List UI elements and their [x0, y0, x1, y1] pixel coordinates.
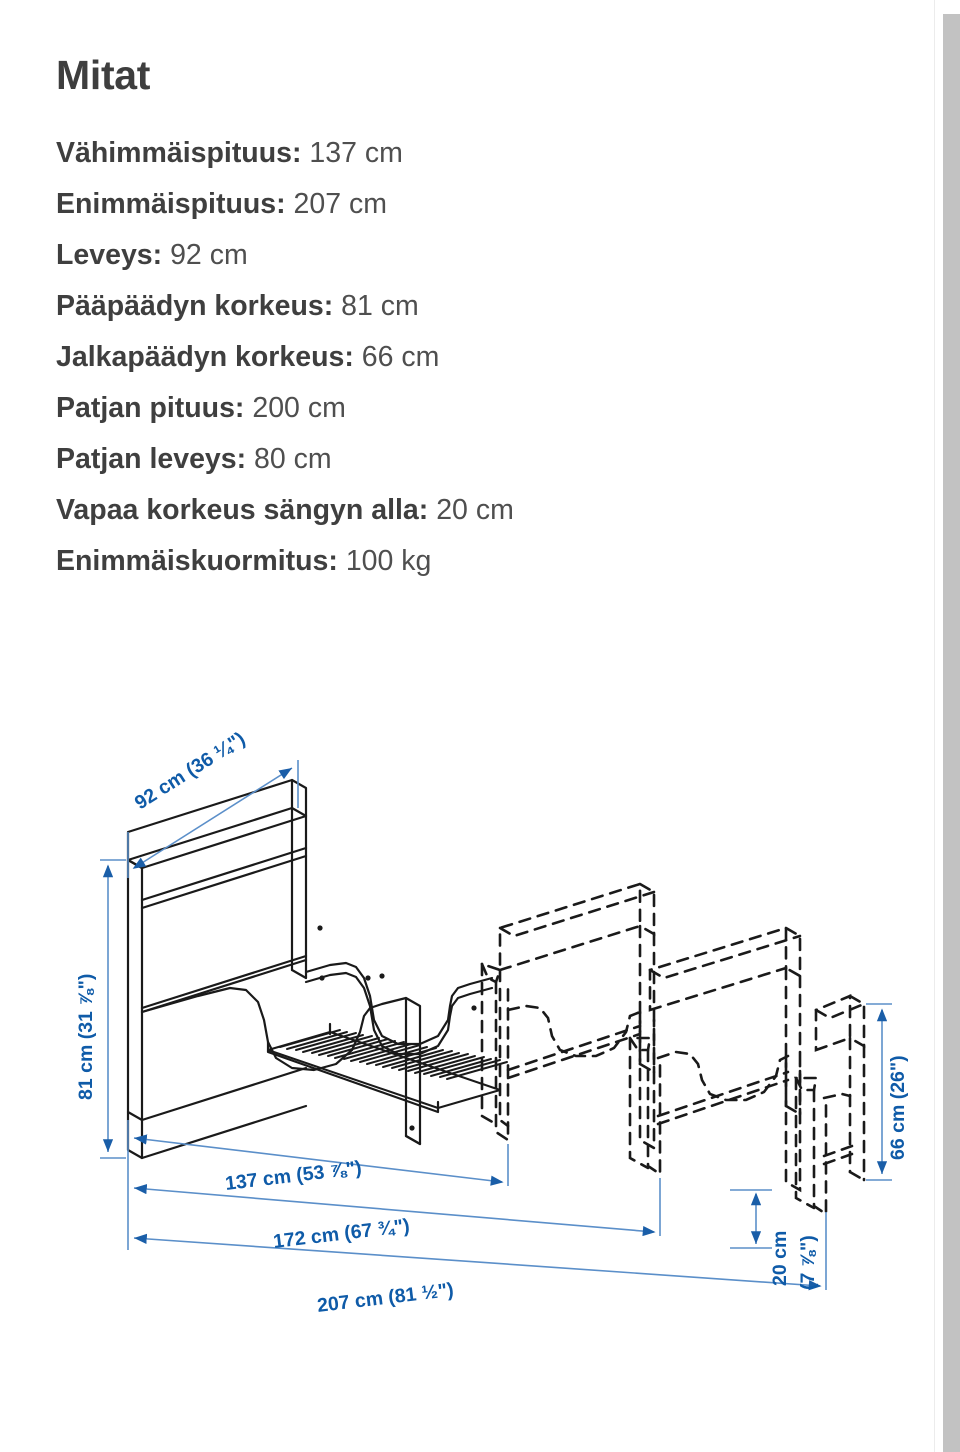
spec-label: Pääpäädyn korkeus: — [56, 290, 334, 322]
page-scrollbar-thumb[interactable] — [943, 14, 960, 1452]
bed-extension-dashed-outline — [482, 884, 864, 1214]
spec-label: Patjan leveys: — [56, 443, 247, 475]
spec-value: 80 cm — [254, 443, 332, 475]
spec-label: Leveys: — [56, 239, 163, 271]
spec-value: 200 cm — [252, 392, 346, 424]
dim-label-length-min: 137 cm (53 ⅞") — [223, 1156, 363, 1195]
spec-value: 100 kg — [345, 545, 432, 577]
spec-value: 20 cm — [436, 494, 514, 526]
dimension-spec-list — [56, 128, 846, 587]
page-scrollbar-track[interactable] — [934, 0, 960, 1452]
dim-label-length-max: 207 cm (81 ½") — [315, 1278, 455, 1317]
dim-label-clearance-in: (7 ⅞") — [797, 1235, 819, 1290]
spec-value: 81 cm — [341, 290, 419, 322]
dim-label-length-mid: 172 cm (67 ¾") — [271, 1214, 411, 1253]
spec-value: 92 cm — [170, 239, 248, 271]
spec-row — [56, 281, 846, 332]
spec-row — [56, 230, 846, 281]
spec-value: 137 cm — [309, 137, 403, 169]
spec-row — [56, 128, 846, 179]
spec-row — [56, 485, 846, 536]
spec-value: 207 cm — [293, 188, 388, 220]
page-title: Mitat — [56, 52, 151, 99]
spec-row — [56, 179, 846, 230]
spec-row — [56, 434, 846, 485]
spec-label: Patjan pituus: — [56, 392, 245, 424]
dim-label-width-top: 92 cm (36 ¼") — [130, 727, 250, 815]
spec-row — [56, 383, 846, 434]
dim-label-clearance-cm: 20 cm — [769, 1230, 791, 1286]
spec-row — [56, 332, 846, 383]
spec-label: Enimmäispituus: — [56, 188, 286, 220]
spec-label: Vapaa korkeus sängyn alla: — [56, 494, 429, 526]
spec-label: Vähimmäispituus: — [56, 137, 302, 169]
bed-dimension-diagram — [30, 720, 920, 1420]
spec-label: Jalkapäädyn korkeus: — [56, 341, 354, 373]
dim-label-height-head: 81 cm (31 ⅞") — [75, 973, 97, 1100]
spec-row — [56, 536, 846, 587]
dim-label-height-foot: 66 cm (26") — [887, 1055, 909, 1160]
spec-label: Enimmäiskuormitus: — [56, 545, 338, 577]
spec-value: 66 cm — [361, 341, 440, 373]
